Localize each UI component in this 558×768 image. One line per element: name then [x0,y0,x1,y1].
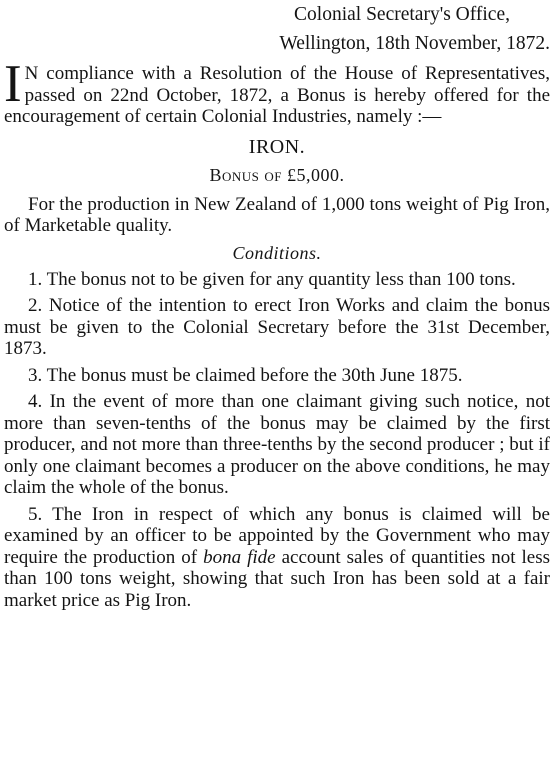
conditions-title: Conditions. [232,242,322,263]
condition-item: 1. The bonus not to be given for any quantity less than 100 tons. [28,268,516,290]
condition-item [4,504,550,612]
condition-text-after: account sales of quantities not less than 100 tons weight, showing that such Iron has been sold at a fair market price as Pig Iron. [4,546,551,611]
gazette-notice [4,0,550,768]
drop-cap: I [4,55,22,113]
condition-emphasis: bona fide [203,546,276,568]
condition-item: 4. In the event of more than one claimant giving such notice, not more than seven-tenths of the bonus may be claimed by the first producer, and not more than three-tenths by the second producer ; but if only one claimant becomes a producer on the above conditions, he may claim the whole of the bonus. [4,391,550,498]
condition-text-before: 5. The Iron in respect of which any bonus is claimed will be examined by an officer to be appointed by the Government who may require the production of [4,503,550,568]
bonus-title: Bonus of £5,000. [209,164,345,185]
description-paragraph: For the production in New Zealand of 1,000 tons weight of Pig Iron, of Marketable quality. [4,193,550,236]
section-title: IRON. [248,135,306,158]
condition-item: 3. The bonus must be claimed before the 30th June 1875. [28,364,463,386]
intro-text: N compliance with a Resolution of the House of Representatives, passed on 22nd October, 1872, a Bonus is hereby offered for the encouragement of certain Colonial Industries, namely :— [4,63,550,127]
place-date-heading: Wellington, 18th November, 1872. [279,33,550,54]
office-heading: Colonial Secretary's Office, [294,4,510,25]
condition-item: 2. Notice of the intention to erect Iron Works and claim the bonus must be given to the Colonial Secretary before the 31st December, 1873. [4,295,550,359]
intro-paragraph [4,55,550,128]
